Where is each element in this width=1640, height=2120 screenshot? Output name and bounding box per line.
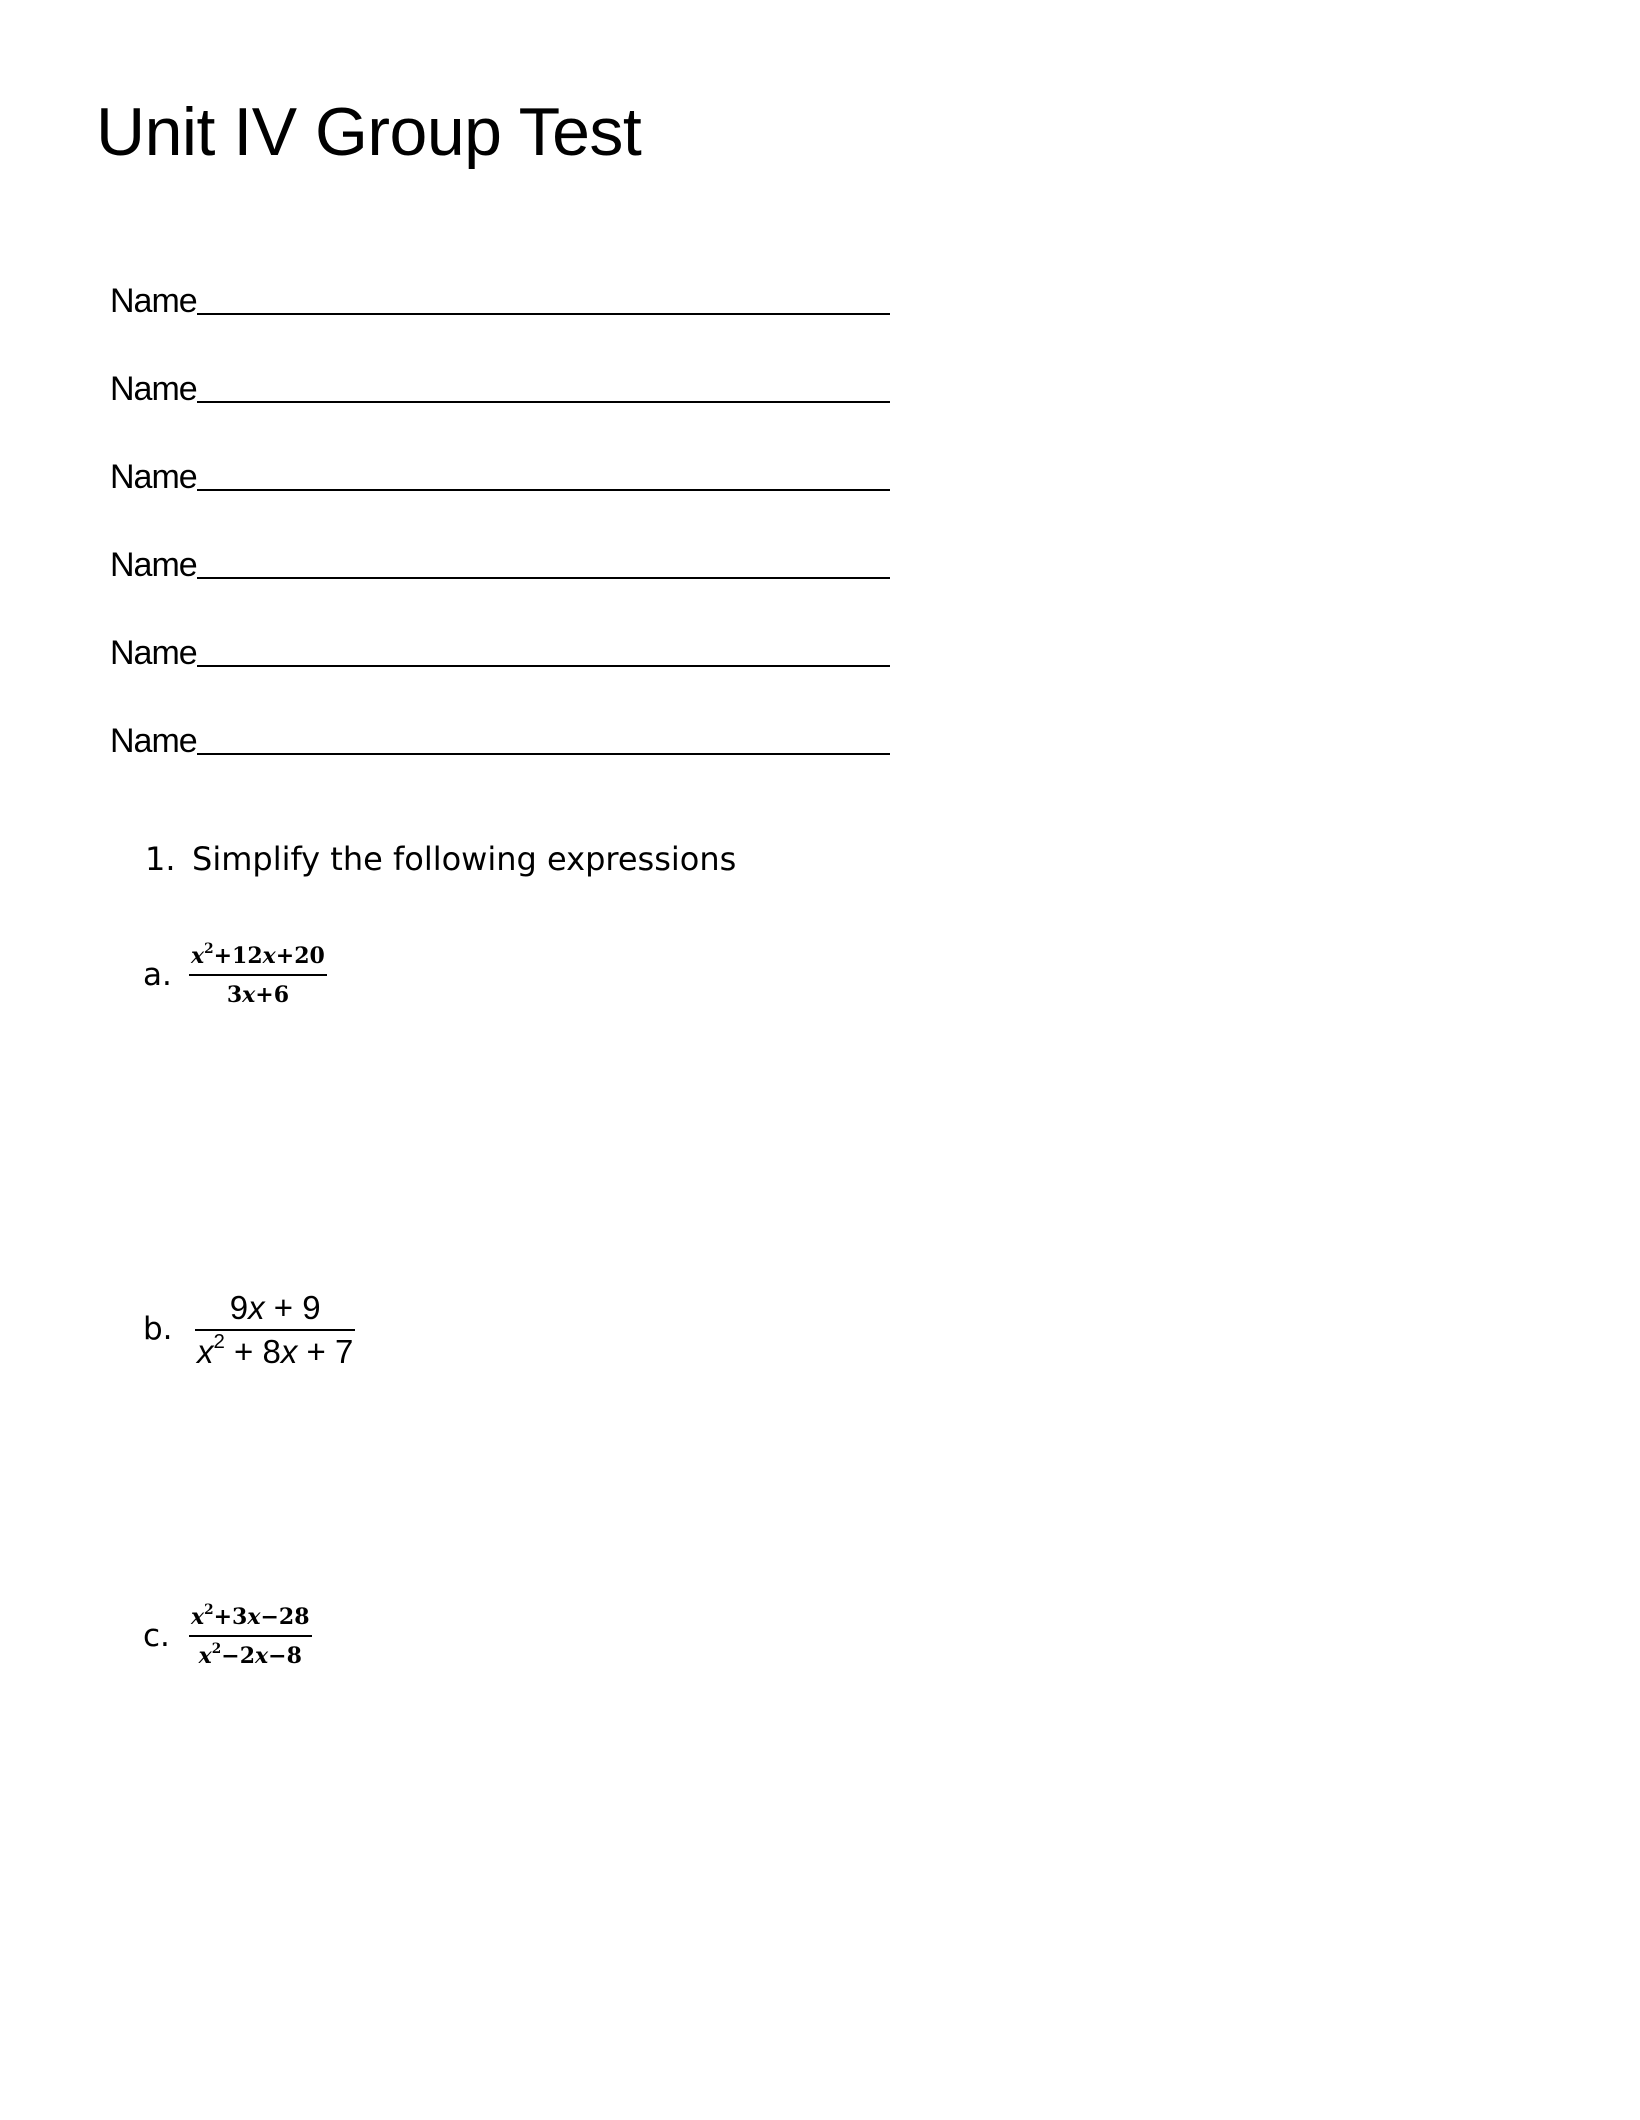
fraction-expression: [195, 1291, 355, 1368]
fraction-denominator: [225, 976, 291, 1006]
fraction-expression: [189, 940, 327, 1008]
name-field-6[interactable]: [110, 670, 890, 758]
exponent: 2: [211, 1640, 222, 1657]
name-blank-line[interactable]: [197, 401, 890, 403]
part-c: [143, 1601, 312, 1669]
variable: x: [248, 1289, 265, 1326]
name-blank-line[interactable]: [197, 665, 890, 667]
exponent: 2: [204, 940, 214, 957]
variable: x: [262, 943, 276, 969]
question-prompt: Simplify the following expressions: [192, 840, 737, 878]
fraction-denominator: [195, 1331, 355, 1368]
question-1: [145, 840, 737, 878]
term: −28: [260, 1604, 310, 1630]
name-field-2[interactable]: [110, 318, 890, 406]
term: + 9: [264, 1289, 321, 1326]
name-label: Name: [110, 282, 197, 320]
fraction-expression: [189, 1601, 312, 1669]
name-blank-line[interactable]: [197, 577, 890, 579]
term: −2: [221, 1643, 256, 1669]
name-blank-line[interactable]: [197, 313, 890, 315]
term: + 8: [224, 1333, 281, 1370]
part-label: a.: [143, 957, 172, 993]
fraction-denominator: [197, 1637, 304, 1667]
variable: x: [191, 1604, 205, 1630]
page-title: Unit IV Group Test: [96, 94, 642, 170]
variable: x: [198, 1643, 212, 1669]
variable: x: [280, 1333, 298, 1370]
part-a: [143, 940, 327, 1008]
exponent: 2: [213, 1329, 225, 1353]
variable: x: [191, 943, 205, 969]
name-label: Name: [110, 370, 197, 408]
question-number: 1.: [145, 840, 176, 878]
fraction-numerator: [228, 1291, 323, 1329]
fraction-numerator: [189, 1601, 312, 1635]
name-label: Name: [110, 722, 197, 760]
term: +20: [275, 943, 325, 969]
fraction-numerator: [189, 940, 327, 974]
variable: x: [242, 982, 256, 1008]
name-fields: [110, 278, 890, 758]
name-blank-line[interactable]: [197, 489, 890, 491]
variable: x: [197, 1333, 214, 1370]
variable: x: [255, 1643, 269, 1669]
variable: x: [247, 1604, 261, 1630]
exponent: 2: [204, 1601, 214, 1618]
term: +3: [213, 1604, 248, 1630]
part-b: [143, 1291, 355, 1368]
term: +6: [255, 982, 290, 1008]
term: 3: [226, 982, 243, 1008]
term: 9: [229, 1289, 249, 1326]
name-field-4[interactable]: [110, 494, 890, 582]
name-field-5[interactable]: [110, 582, 890, 670]
part-label: c.: [143, 1618, 170, 1654]
name-label: Name: [110, 634, 197, 672]
name-field-1[interactable]: [110, 278, 890, 318]
name-blank-line[interactable]: [197, 753, 890, 755]
name-label: Name: [110, 546, 197, 584]
name-label: Name: [110, 458, 197, 496]
term: +12: [213, 943, 263, 969]
name-field-3[interactable]: [110, 406, 890, 494]
term: + 7: [297, 1333, 354, 1370]
term: −8: [268, 1643, 302, 1669]
part-label: b.: [143, 1311, 173, 1347]
